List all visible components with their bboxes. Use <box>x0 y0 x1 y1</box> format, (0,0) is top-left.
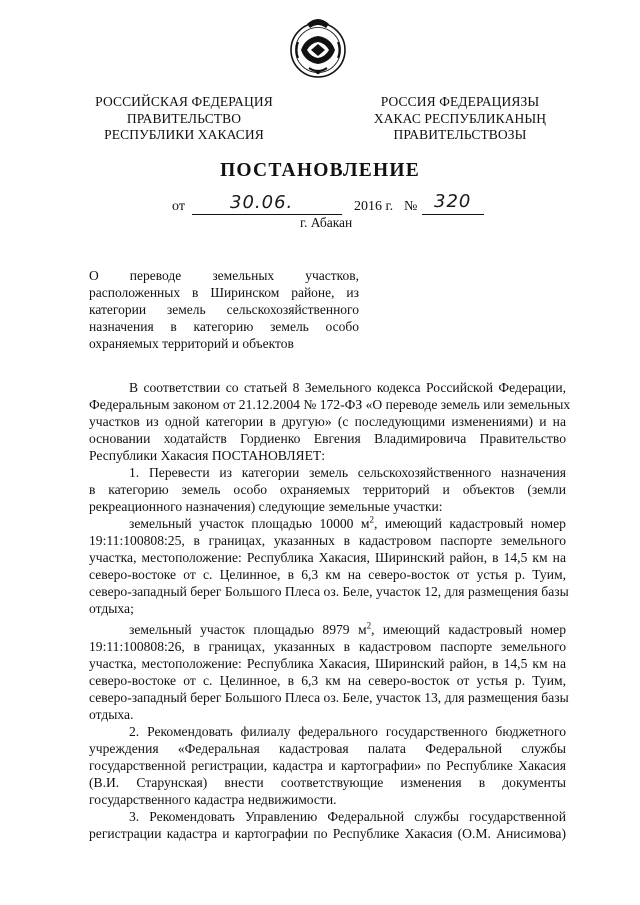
header-right-line-2: ХАКАС РЕСПУБЛИКАНЫҢ <box>373 110 547 126</box>
body-line: основании ходатайств Гордиенко Евгения Владимировича Правительство <box>89 431 566 446</box>
plot-1-sup: 2 <box>369 514 375 525</box>
plot-1-first-line <box>89 515 566 532</box>
body-line: в категорию земель особо охраняемых территорий и объектов (земли <box>89 482 566 497</box>
plot-2-cadastral: , имеющий кадастровый номер <box>371 622 566 637</box>
subject-block <box>89 267 359 352</box>
body-line: участка, местоположение: Республика Хакасия, Ширинский район, в 14,5 км на <box>89 550 566 565</box>
body-line: 1. Перевести из категории земель сельскохозяйственного назначения <box>129 465 566 480</box>
header-right-line-1: РОССИЯ ФЕДЕРАЦИЯЗЫ <box>380 94 540 109</box>
body-line: государственного кадастра недвижимости. <box>89 792 337 807</box>
header-right-line-3: ПРАВИТЕЛЬСТВОЗЫ <box>393 127 527 142</box>
body-line: отдыха. <box>89 707 134 722</box>
plot-1-cadastral: , имеющий кадастровый номер <box>374 516 566 531</box>
plot-1-area: земельный участок площадью 10000 м <box>129 516 370 531</box>
body-line: участка, местоположение: Республика Хакасия, Ширинский район, в 14,5 км на <box>89 656 566 671</box>
date-prefix: от <box>172 199 185 214</box>
header-right-block <box>350 94 570 144</box>
header-left-line-1: РОССИЙСКАЯ ФЕДЕРАЦИЯ <box>95 94 273 109</box>
body-line: участков из одной категории в другую» (с последующими изменениями) и на <box>89 414 566 429</box>
body-line: регистрации кадастра и картографии по Республике Хакасия (О.М. Анисимова) <box>89 826 566 841</box>
number-sign: № <box>404 199 418 214</box>
body-line: северо-западный берег Большого Плеса оз. Беле, участок 12, для размещения базы <box>89 584 569 599</box>
body-line: Республики Хакасия ПОСТАНОВЛЯЕТ: <box>89 448 325 463</box>
body-line: государственной регистрации, кадастра и картографии» по Республике Хакасия <box>89 758 566 773</box>
document-body <box>89 379 571 842</box>
subject-line: расположенных в Ширинском районе, из <box>89 285 359 300</box>
header-left-block <box>74 94 294 144</box>
number-underline <box>422 214 484 215</box>
city-text: г. Абакан <box>300 215 353 230</box>
body-line: отдыха; <box>89 601 134 616</box>
year-text: 2016 г. <box>354 199 394 214</box>
plot-2-area: земельный участок площадью 8979 м <box>129 622 367 637</box>
body-line: северо-востоке от с. Целинное, в 6,3 км на северо-восток от устья р. Туим, <box>89 673 566 688</box>
plot-2-sup: 2 <box>366 620 372 631</box>
body-line: Федеральным законом от 21.12.2004 № 172-ФЗ «О переводе земель или земельных <box>89 397 571 412</box>
document-title: ПОСТАНОВЛЕНИЕ <box>220 160 420 181</box>
coat-of-arms-emblem <box>289 16 347 80</box>
body-line: В соответствии со статьей 8 Земельного кодекса Российской Федерации, <box>129 380 566 395</box>
body-line: учреждения «Федеральная кадастровая палата Федеральной службы <box>89 741 566 756</box>
handwritten-number: 320 <box>434 191 472 212</box>
subject-line: охраняемых территорий и объектов <box>89 336 294 351</box>
plot-2-first-line <box>89 621 566 638</box>
body-line: 19:11:100808:25, в границах, указанных в кадастровом паспорте земельного <box>89 533 566 548</box>
subject-line: назначения в категорию земель особо <box>89 319 359 334</box>
header-left-line-3: РЕСПУБЛИКИ ХАКАСИЯ <box>104 127 264 142</box>
handwritten-date: 30.06. <box>230 192 294 213</box>
body-line: рекреационного назначения) следующие земельные участки: <box>89 499 443 514</box>
header-left-line-2: ПРАВИТЕЛЬСТВО <box>126 110 242 126</box>
body-line: 3. Рекомендовать Управлению Федеральной службы государственной <box>129 809 566 824</box>
body-line: (В.И. Старунская) внести соответствующие изменения в документы <box>89 775 566 790</box>
body-line: северо-востоке от с. Целинное, в 6,3 км на северо-восток от устья р. Туим, <box>89 567 566 582</box>
body-line: 2. Рекомендовать филиалу федерального государственного бюджетного <box>129 724 566 739</box>
subject-line: категории земель сельскохозяйственного <box>89 302 359 317</box>
body-line: северо-западный берег Большого Плеса оз. Беле, участок 13, для размещения базы <box>89 690 569 705</box>
subject-line: О переводе земельных участков, <box>89 268 359 283</box>
body-line: 19:11:100808:26, в границах, указанных в кадастровом паспорте земельного <box>89 639 566 654</box>
